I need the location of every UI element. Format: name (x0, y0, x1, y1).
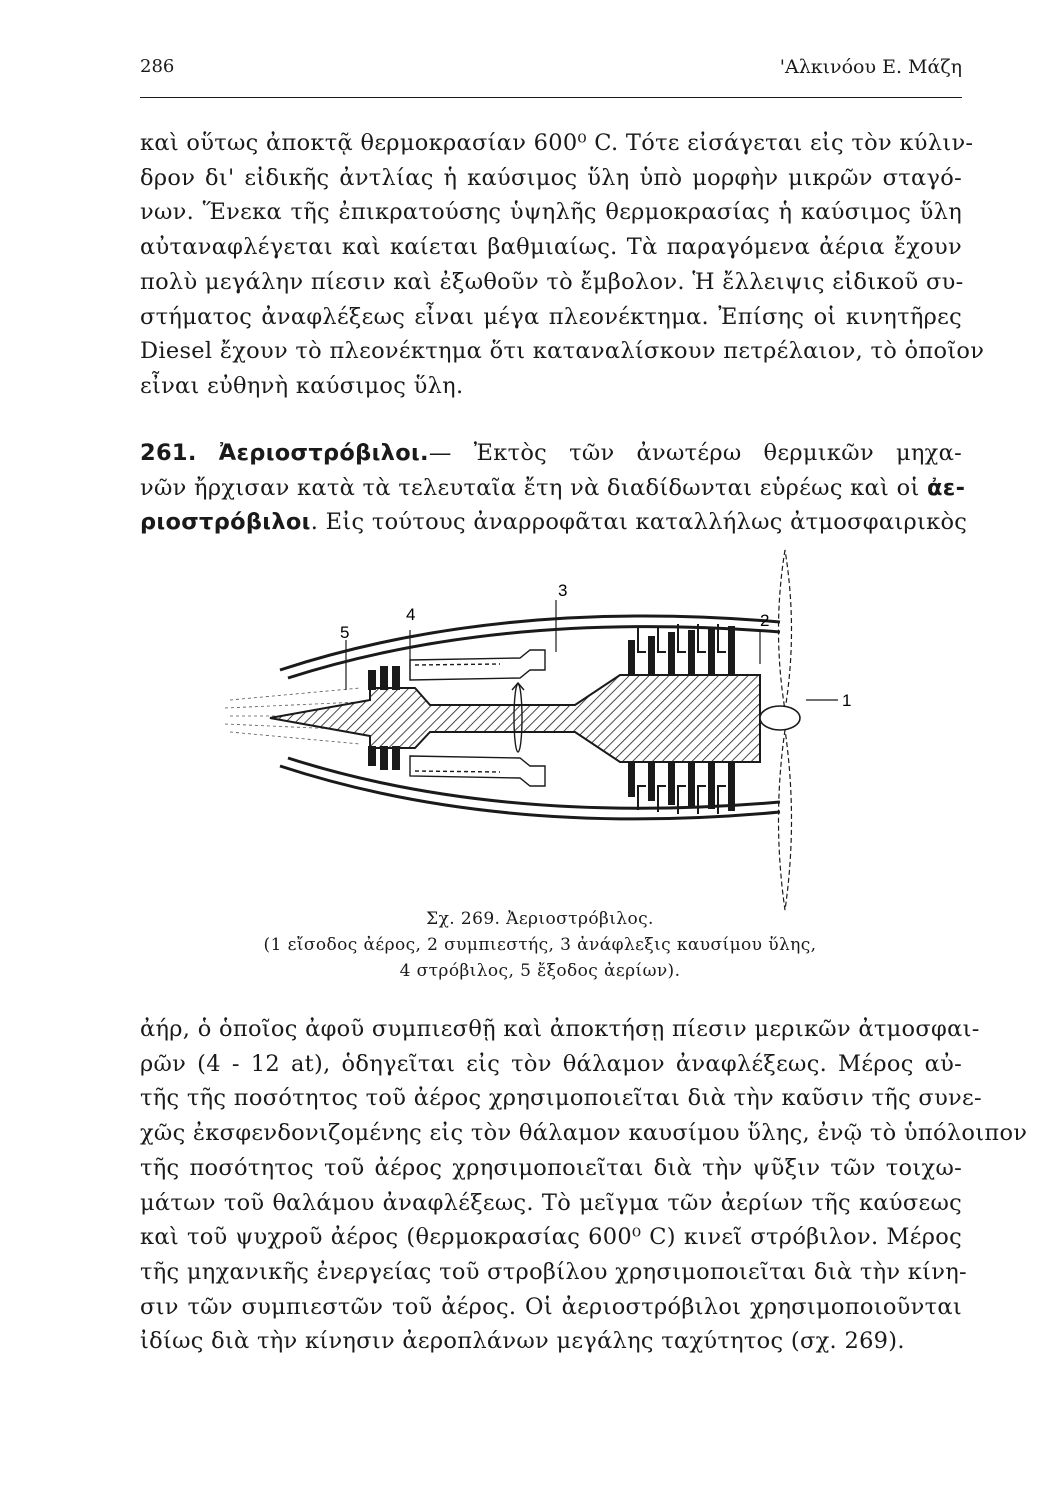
section-261 (140, 436, 968, 540)
paragraph-gas-turbine (140, 1012, 1028, 1359)
bold-term: ἀε- (927, 474, 966, 501)
page-number: 286 (140, 56, 175, 77)
text-fragment: — Ἐκτὸς τῶν ἀνωτέρω θερμικῶν μηχα- (428, 440, 962, 466)
running-head: 'Αλκινόου Ε. Μάζη (779, 56, 962, 78)
caption-line: (1 εἴσοδος ἀέρος, 2 συμπιεστής, 3 ἀνάφλεξις καυσίμου ὕλης, (263, 935, 817, 955)
text-line: ρῶν (4 - 12 at), ὁδηγεῖται εἰς τὸν θάλαμον ἀναφλέξεως. Μέρος αὐ- (140, 1050, 962, 1077)
text-line (140, 471, 966, 506)
text-line: αὐταναφλέγεται καὶ καίεται βαθμιαίως. Τὰ παραγόμενα ἀέρια ἔχουν (140, 234, 962, 261)
text-line: Diesel ἔχουν τὸ πλεονέκτημα ὅτι καταναλίσκουν πετρέλαιον, τὸ ὁποῖον (140, 338, 985, 365)
bold-term: ριοστρόβιλοι (140, 509, 311, 536)
label-1: 1 (842, 691, 852, 710)
label-3: 3 (558, 581, 568, 600)
section-number: 261. (140, 440, 197, 466)
text-line: ἀήρ, ὁ ὁποῖος ἀφοῦ συμπιεσθῇ καὶ ἀποκτήσῃ πίεσιν μερικῶν ἀτμοσφαι- (140, 1016, 980, 1042)
section-title: Ἀεριοστρόβιλοι. (218, 440, 429, 466)
text-line: τῆς τῆς ποσότητος τοῦ ἀέρος χρησιμοποιεῖται διὰ τὴν καῦσιν τῆς συνε- (140, 1085, 982, 1112)
text-line: καὶ τοῦ ψυχροῦ ἀέρος (θερμοκρασίας 600⁰ C) κινεῖ στρόβιλον. Μέρος (140, 1224, 962, 1251)
paragraph-diesel (140, 126, 985, 404)
label-5: 5 (340, 623, 350, 642)
rotor-shaft (270, 675, 760, 762)
header-rule (140, 97, 962, 98)
text-line: νων. Ἕνεκα τῆς ἐπικρατούσης ὑψηλῆς θερμοκρασίας ἡ καύσιμος ὕλη (140, 199, 962, 226)
section-heading-line (140, 436, 962, 471)
text-line (140, 505, 968, 540)
text-fragment: νῶν ἤρχισαν κατὰ τὰ τελευταῖα ἔτη νὰ διαδίδωνται εὑρέως καὶ οἱ (140, 474, 920, 501)
figure-gas-turbine (200, 540, 880, 920)
text-line: μάτων τοῦ θαλάμου ἀναφλέξεως. Τὸ μεῖγμα τῶν ἀερίων τῆς καύσεως (140, 1189, 962, 1216)
page-header (140, 56, 962, 92)
propeller-hub (760, 706, 800, 730)
caption-line: 4 στρόβιλος, 5 ἔξοδος ἀερίων). (399, 961, 681, 981)
text-fragment: . Εἰς τούτους ἀναρροφᾶται καταλλήλως ἀτμοσφαιρικὸς (310, 509, 968, 536)
label-2: 2 (760, 611, 770, 630)
label-4: 4 (406, 605, 416, 624)
text-line: εἶναι εὐθηνὴ καύσιμος ὕλη. (140, 372, 464, 399)
figure-caption (190, 906, 890, 984)
text-line: στήματος ἀναφλέξεως εἶναι μέγα πλεονέκτημα. Ἐπίσης οἱ κινητῆρες (140, 303, 962, 330)
text-line: δρον δι' εἰδικῆς ἀντλίας ἡ καύσιμος ὕλη ὑπὸ μορφὴν μικρῶν σταγό- (140, 164, 962, 191)
gas-turbine-diagram (200, 540, 880, 920)
text-line: σιν τῶν συμπιεστῶν τοῦ ἀέρος. Οἱ ἀεριοστρόβιλοι χρησιμοποιοῦνται (140, 1293, 962, 1320)
text-line: τῆς μηχανικῆς ἐνεργείας τοῦ στροβίλου χρησιμοποιεῖται διὰ τὴν κίνη- (140, 1258, 967, 1285)
text-line: ἰδίως διὰ τὴν κίνησιν ἀεροπλάνων μεγάλης ταχύτητος (σχ. 269). (140, 1328, 905, 1355)
text-line: καὶ οὕτως ἀποκτᾷ θερμοκρασίαν 600⁰ C. Τότε εἰσάγεται εἰς τὸν κύλιν- (140, 130, 974, 156)
text-line: τῆς ποσότητος τοῦ ἀέρος χρησιμοποιεῖται διὰ τὴν ψῦξιν τῶν τοιχω- (140, 1154, 962, 1181)
caption-title: Σχ. 269. Ἀεριοστρόβιλος. (426, 909, 654, 929)
text-line: χῶς ἐκσφενδονιζομένης εἰς τὸν θάλαμον καυσίμου ὕλης, ἐνῷ τὸ ὑπόλοιπον (140, 1120, 1028, 1147)
text-line: πολὺ μεγάλην πίεσιν καὶ ἐξωθοῦν τὸ ἔμβολον. Ἡ ἔλλειψις εἰδικοῦ συ- (140, 268, 964, 295)
